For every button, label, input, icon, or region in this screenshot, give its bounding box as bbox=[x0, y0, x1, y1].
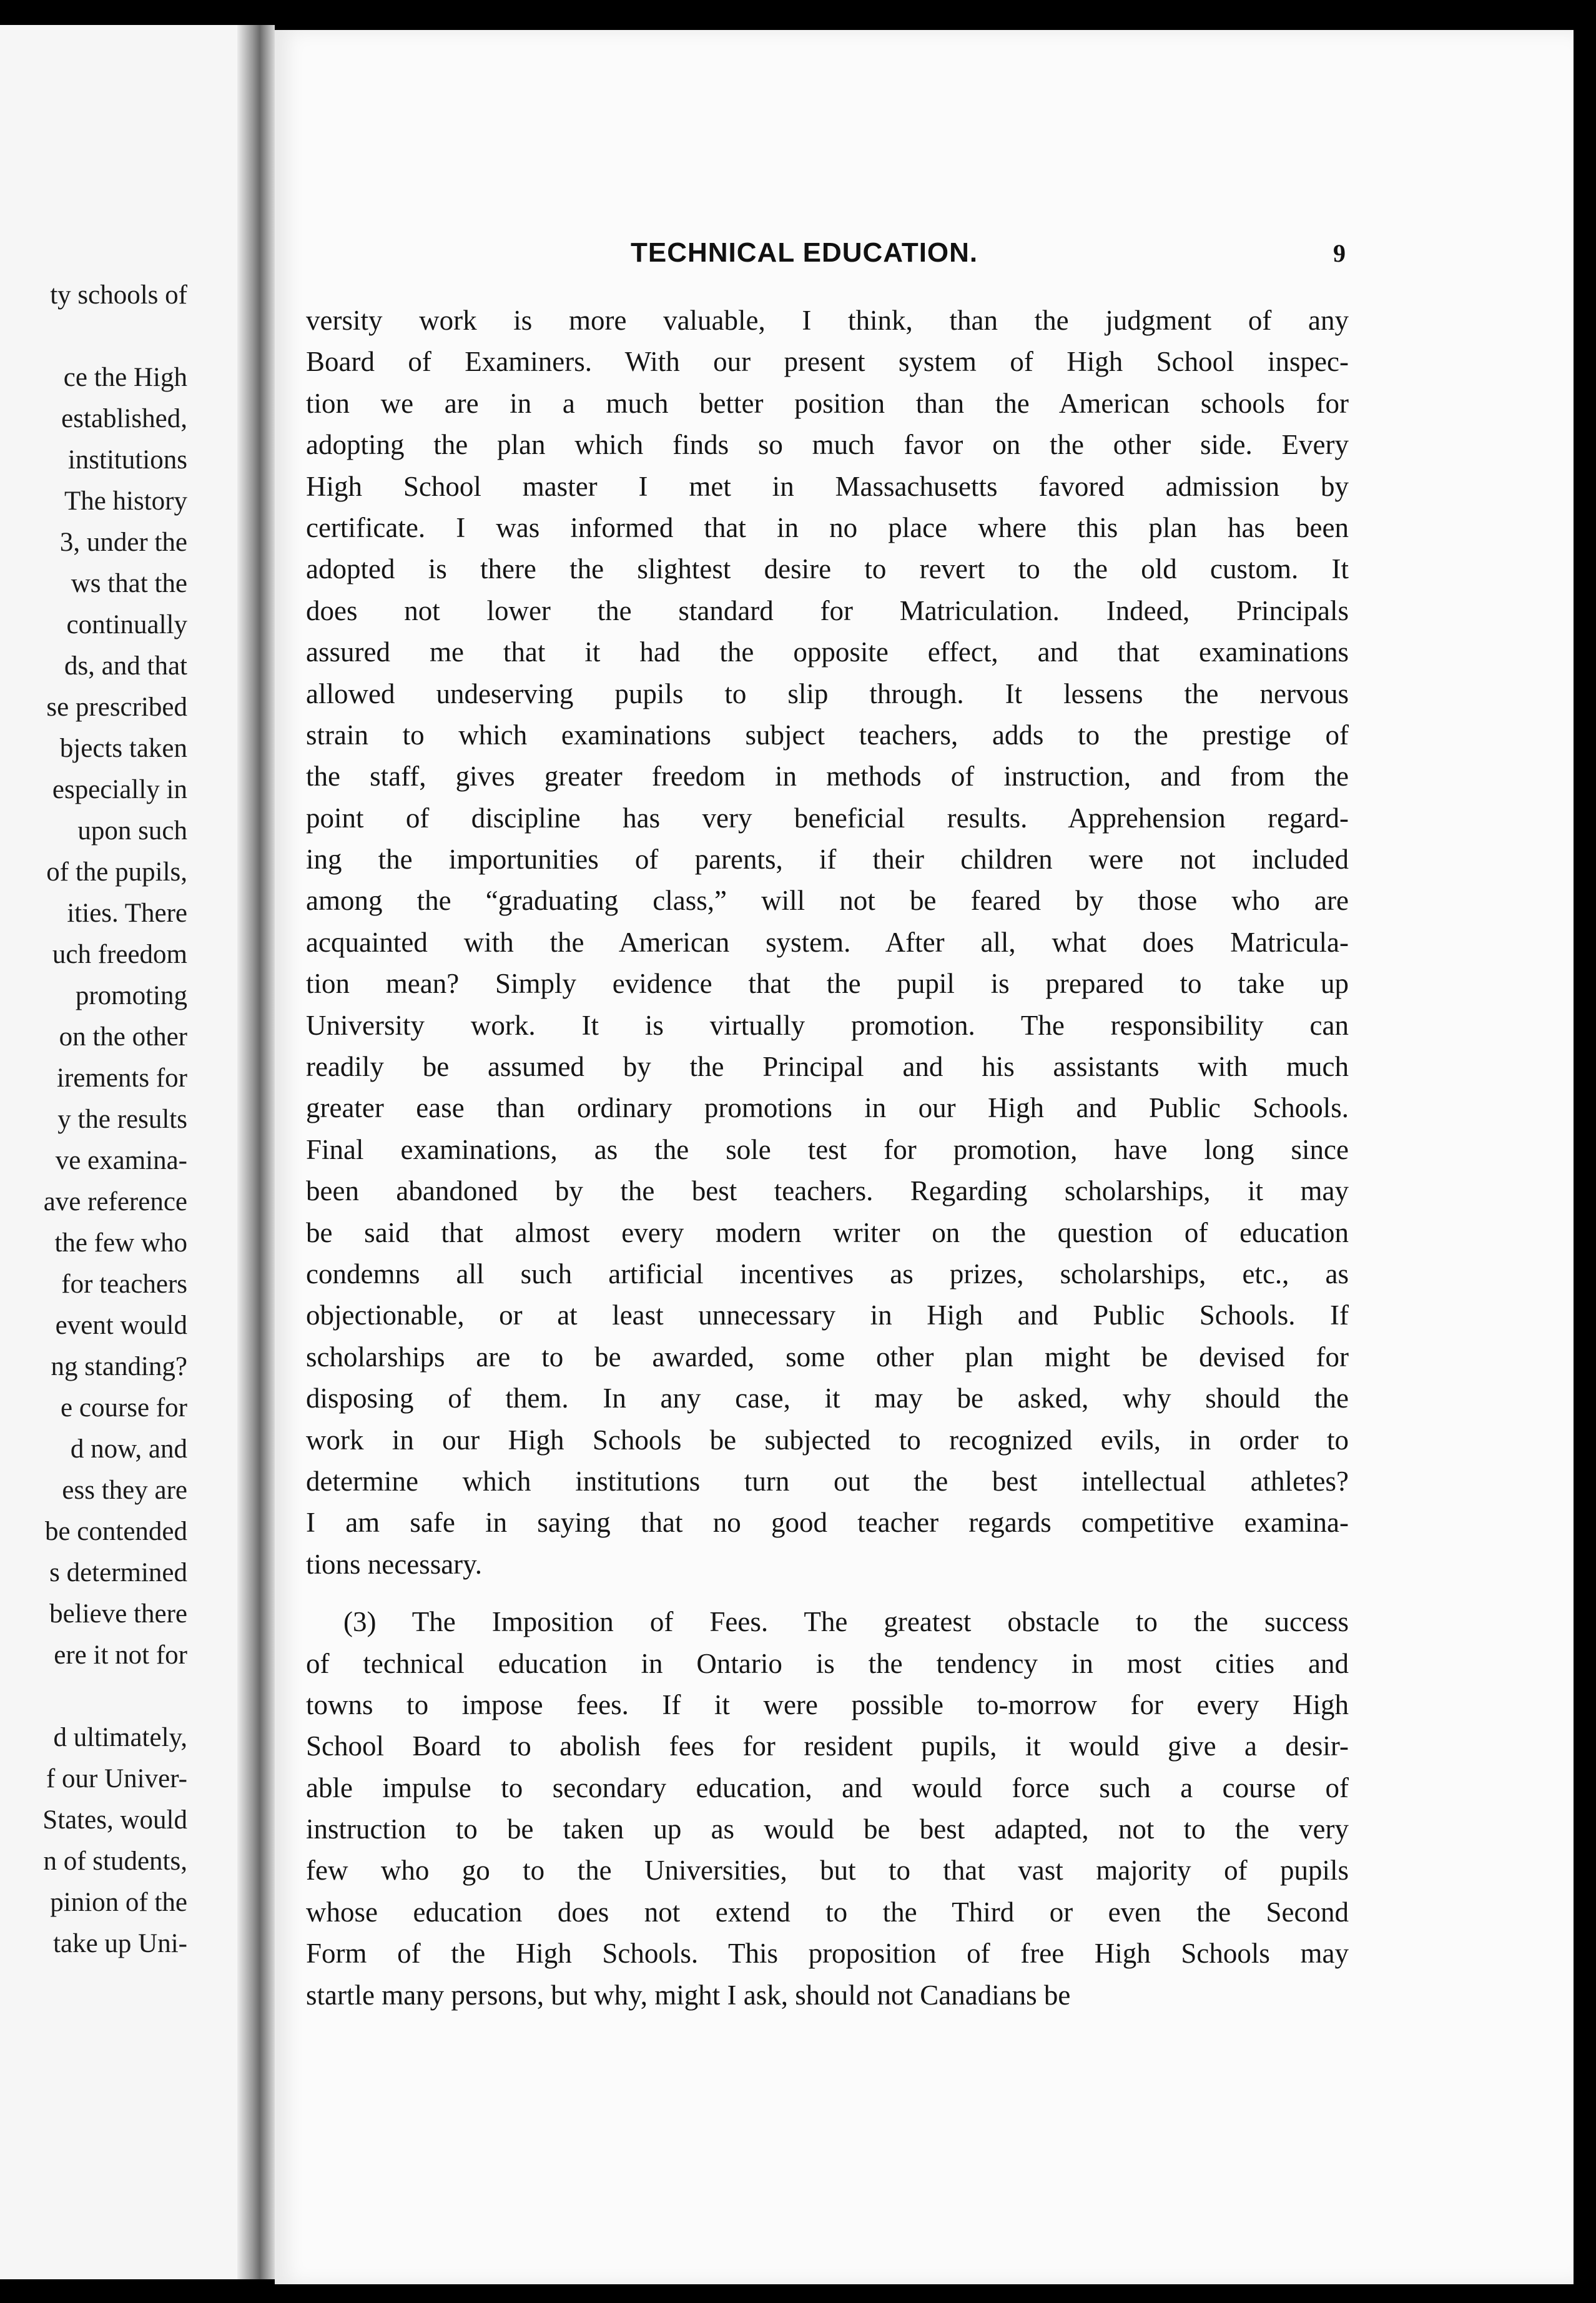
left-page-line: ave reference bbox=[43, 1187, 187, 1216]
left-page-line: f our Univer- bbox=[46, 1764, 187, 1793]
body-line: instruction to be taken up as would be best adapted, not to the very bbox=[306, 1813, 1349, 1845]
left-page-line: take up Uni- bbox=[53, 1929, 187, 1958]
body-line: determine which institutions turn out the best intellectual athletes? bbox=[306, 1465, 1349, 1497]
body-line: versity work is more valuable, I think, than the judgment of any bbox=[306, 305, 1349, 336]
body-line: point of discipline has very beneficial results. Apprehension regard- bbox=[306, 802, 1349, 834]
body-line: School Board to abolish fees for resident pupils, it would give a desir- bbox=[306, 1730, 1349, 1762]
left-page-line: The history bbox=[64, 486, 187, 516]
left-page-line: pinion of the bbox=[50, 1888, 187, 1917]
body-line: scholarships are to be awarded, some other plan might be devised for bbox=[306, 1341, 1349, 1373]
left-page-line: ds, and that bbox=[64, 651, 187, 681]
left-page-line: ere it not for bbox=[54, 1640, 187, 1670]
left-page-line: e course for bbox=[61, 1393, 187, 1423]
left-page-text-column bbox=[0, 275, 187, 1965]
body-line: whose education does not extend to the Third or even the Second bbox=[306, 1896, 1349, 1928]
body-line: ing the importunities of parents, if their children were not included bbox=[306, 844, 1349, 875]
body-line: able impulse to secondary education, and would force such a course of bbox=[306, 1772, 1349, 1803]
body-line: work in our High Schools be subjected to recognized evils, in order to bbox=[306, 1424, 1349, 1456]
body-line: the staff, gives greater freedom in methods of instruction, and from the bbox=[306, 761, 1349, 792]
body-line: (3) The Imposition of Fees. The greatest obstacle to the success bbox=[343, 1606, 1349, 1638]
paragraph-gap bbox=[306, 1585, 1349, 1601]
running-head: TECHNICAL EDUCATION. bbox=[631, 237, 978, 268]
left-page-line bbox=[0, 316, 187, 357]
body-line: tion we are in a much better position than the American schools for bbox=[306, 387, 1349, 419]
body-text bbox=[306, 300, 1349, 2016]
body-line: condemns all such artificial incentives as prizes, scholarships, etc., as bbox=[306, 1258, 1349, 1290]
body-line: acquainted with the American system. After all, what does Matricula- bbox=[306, 926, 1349, 958]
body-line: High School master I met in Massachusetts favored admission by bbox=[306, 470, 1349, 502]
body-line: startle many persons, but why, might I ask, should not Canadians be bbox=[306, 1979, 1071, 2011]
left-page-line: ty schools of bbox=[50, 280, 187, 310]
body-line: tions necessary. bbox=[306, 1548, 482, 1580]
left-page-line: 3, under the bbox=[59, 528, 187, 557]
body-line: certificate. I was informed that in no place where this plan has been bbox=[306, 511, 1349, 543]
body-line: objectionable, or at least unnecessary in High and Public Schools. If bbox=[306, 1299, 1349, 1331]
body-line: allowed undeserving pupils to slip through. It lessens the nervous bbox=[306, 678, 1349, 709]
left-page-line: y the results bbox=[57, 1105, 187, 1134]
left-page-line: established, bbox=[61, 404, 187, 433]
left-page-line: ve examina- bbox=[55, 1146, 187, 1175]
left-page-line: bjects taken bbox=[59, 734, 187, 763]
body-line: among the “graduating class,” will not be feared by those who are bbox=[306, 885, 1349, 917]
page-number: 9 bbox=[1333, 239, 1346, 267]
left-page-line: on the other bbox=[59, 1022, 187, 1052]
body-line: disposing of them. In any case, it may be asked, why should the bbox=[306, 1383, 1349, 1414]
left-page-line: ce the High bbox=[63, 363, 187, 392]
left-page-line: States, would bbox=[42, 1805, 187, 1835]
left-page-line: n of students, bbox=[43, 1847, 187, 1876]
body-line: readily be assumed by the Principal and his assistants with much bbox=[306, 1051, 1349, 1083]
body-line: Final examinations, as the sole test for promotion, have long since bbox=[306, 1133, 1349, 1165]
left-page-line: d now, and bbox=[70, 1434, 187, 1464]
left-page-line: ng standing? bbox=[51, 1352, 187, 1381]
body-line: assured me that it had the opposite effect, and that examinations bbox=[306, 636, 1349, 668]
body-line: few who go to the Universities, but to that vast majority of pupils bbox=[306, 1855, 1349, 1886]
body-line: strain to which examinations subject teachers, adds to the prestige of bbox=[306, 719, 1349, 751]
left-page-line: promoting bbox=[75, 981, 187, 1010]
left-page-line: irements for bbox=[57, 1063, 187, 1093]
body-line: University work. It is virtually promotion. The responsibility can bbox=[306, 1009, 1349, 1041]
left-page-line bbox=[0, 1676, 187, 1717]
body-line: of technical education in Ontario is the tendency in most cities and bbox=[306, 1647, 1349, 1679]
left-page-line: be contended bbox=[44, 1517, 187, 1546]
left-page-line: ess they are bbox=[62, 1476, 187, 1505]
left-page-line: ities. There bbox=[67, 899, 187, 928]
body-line: been abandoned by the best teachers. Regarding scholarships, it may bbox=[306, 1175, 1349, 1207]
left-page-line: upon such bbox=[77, 816, 187, 846]
body-line: be said that almost every modern writer on the question of education bbox=[306, 1216, 1349, 1248]
left-page-line: continually bbox=[66, 610, 187, 639]
left-page-line: d ultimately, bbox=[53, 1723, 187, 1752]
body-line: towns to impose fees. If it were possible to-morrow for every High bbox=[306, 1689, 1349, 1720]
left-page bbox=[0, 25, 250, 2279]
left-page-line: uch freedom bbox=[52, 940, 187, 969]
body-line: greater ease than ordinary promotions in our High and Public Schools. bbox=[306, 1092, 1349, 1124]
body-line: tion mean? Simply evidence that the pupil is prepared to take up bbox=[306, 968, 1349, 1000]
left-page-line: ws that the bbox=[71, 569, 187, 598]
left-page-line: institutions bbox=[67, 445, 187, 475]
left-page-line: for teachers bbox=[61, 1270, 187, 1299]
left-page-line: especially in bbox=[52, 775, 187, 804]
left-page-line: event would bbox=[55, 1311, 187, 1340]
body-line: Form of the High Schools. This proposition of free High Schools may bbox=[306, 1938, 1349, 1970]
body-line: does not lower the standard for Matriculation. Indeed, Principals bbox=[306, 594, 1349, 626]
left-page-line: s determined bbox=[49, 1558, 187, 1587]
body-line: Board of Examiners. With our present system of High School inspec- bbox=[306, 346, 1349, 378]
left-page-line: the few who bbox=[54, 1228, 187, 1258]
body-line: I am safe in saying that no good teacher regards competitive examina- bbox=[306, 1507, 1349, 1539]
left-page-line: of the pupils, bbox=[46, 857, 187, 887]
book-gutter bbox=[237, 25, 275, 2279]
left-page-line: believe there bbox=[49, 1599, 187, 1629]
left-page-line: se prescribed bbox=[46, 693, 187, 722]
body-line: adopting the plan which finds so much favor on the other side. Every bbox=[306, 429, 1349, 461]
body-line: adopted is there the slightest desire to revert to the old custom. It bbox=[306, 553, 1349, 585]
